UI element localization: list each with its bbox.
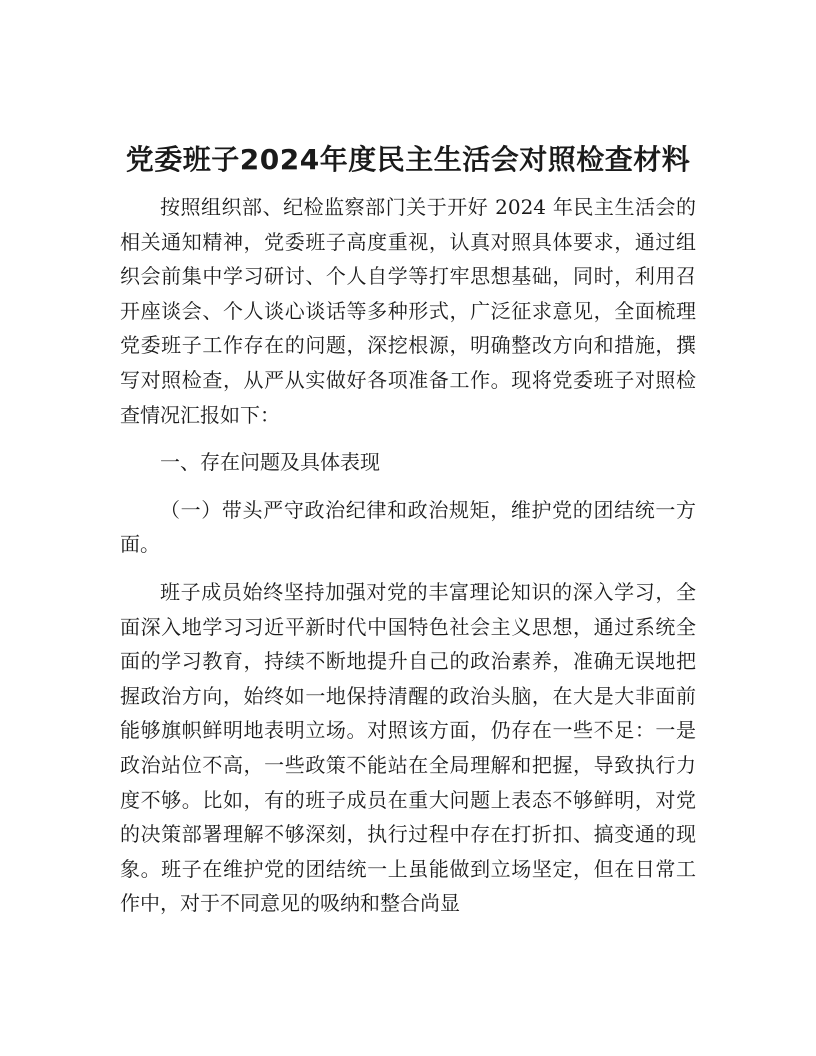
document-title: 党委班子2024年度民主生活会对照检查材料 bbox=[125, 143, 691, 176]
intro-paragraph: 按照组织部、纪检监察部门关于开好 2024 年民主生活会的相关通知精神，党委班子高度重视，认真对照具体要求，通过组织会前集中学习研讨、个人自学等打牢思想基础，同时，利用召开座谈会、个人谈心谈话等多种形式，广泛征求意见，全面梳理党委班子工作存在的问题，深挖根源，明确整改方向和措施，撰写对照检查，从严从实做好各项准备工作。现将党委班子对照检查情况汇报如下： bbox=[120, 195, 696, 427]
body-paragraph: 班子成员始终坚持加强对党的丰富理论知识的深入学习，全面深入地学习习近平新时代中国特色社会主义思想，通过系统全面的学习教育，持续不断地提升自己的政治素养，准确无误地把握政治方向，始终如一地保持清醒的政治头脑，在大是大非面前能够旗帜鲜明地表明立场。对照该方面，仍存在一些不足：一是政治站位不高，一些政策不能站在全局理解和把握，导致执行力度不够。比如，有的班子成员在重大问题上表态不够鲜明，对党的决策部署理解不够深刻，执行过程中存在打折扣、搞变通的现象。班子在维护党的团结统一上虽能做到立场坚定，但在日常工作中，对于不同意见的吸纳和整合尚显 bbox=[120, 579, 696, 916]
document-body bbox=[120, 162, 696, 921]
section-heading: 一、存在问题及具体表现 bbox=[160, 450, 380, 475]
subsection-heading: （一）带头严守政治纪律和政治规矩，维护党的团结统一方面。 bbox=[120, 497, 696, 557]
